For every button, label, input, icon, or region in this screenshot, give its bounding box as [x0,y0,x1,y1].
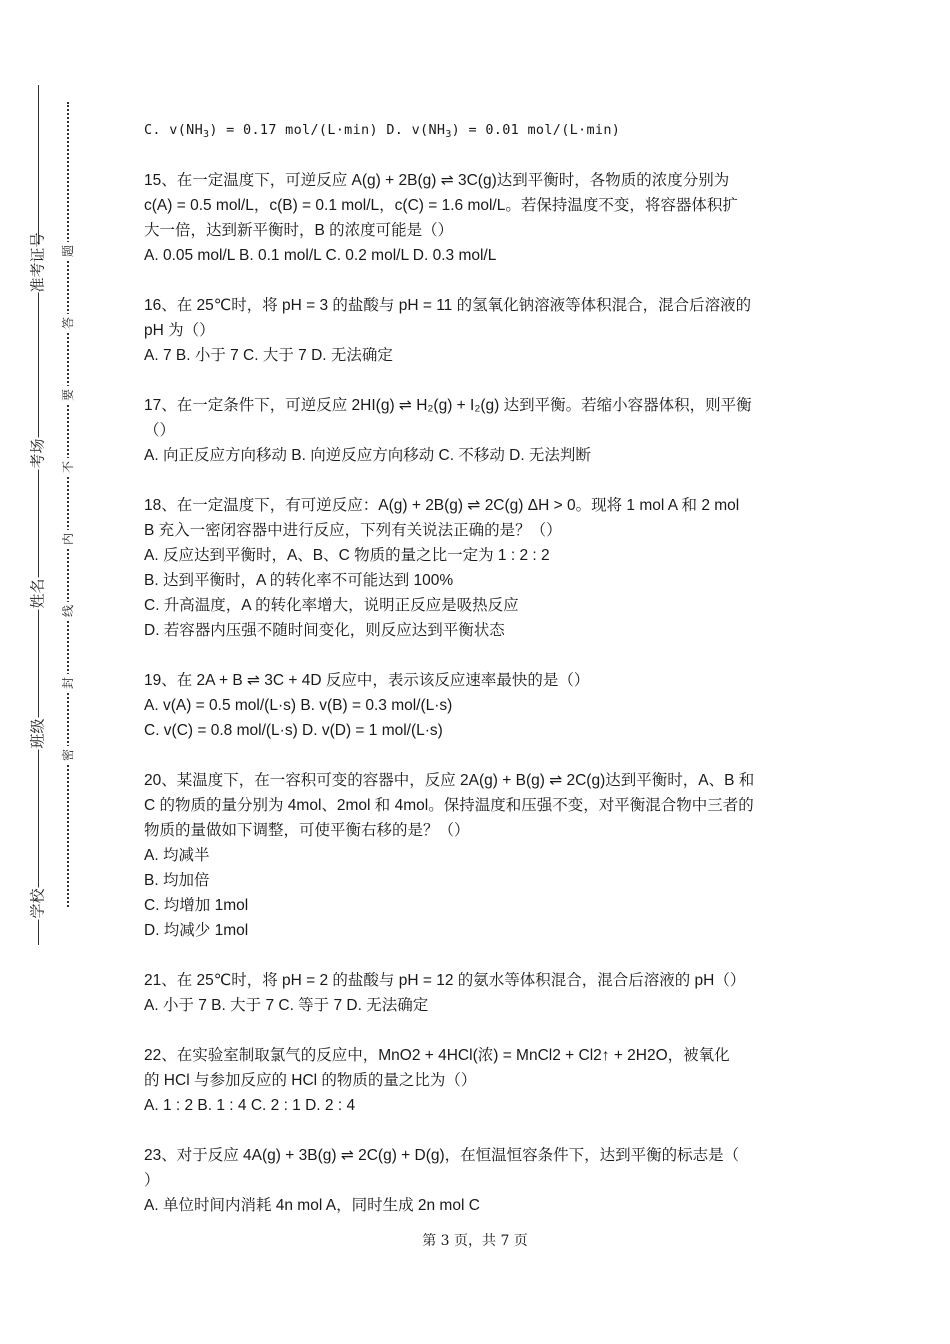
margin-label-school: 学校 [28,888,47,919]
question-line: 15、在一定温度下，可逆反应 A(g) + 2B(g) ⇌ 3C(g)达到平衡时，各物质的浓度分别为 [144,172,730,189]
question-option: D. 均减少 1mol [144,922,249,939]
question-23 [144,1143,814,1218]
margin-label-class: 班级 [28,718,47,749]
margin-label-exam-id: 准考证号 [28,232,47,293]
seal-char: 题 [61,242,75,260]
question-line: 18、在一定温度下，有可逆反应：A(g) + 2B(g) ⇌ 2C(g) ΔH > 0。现将 1 mol A 和 2 mol [144,497,740,514]
question-15 [144,168,814,268]
question-19 [144,668,814,743]
question-option: A. 均减半 [144,847,210,864]
question-option: B. 均加倍 [144,872,210,889]
question-options: A. 1 : 2 B. 1 : 4 C. 2 : 1 D. 2 : 4 [144,1097,356,1114]
question-line: 16、在 25℃时，将 pH = 3 的盐酸与 pH = 11 的氢氧化钠溶液等体积混合，混合后溶液的 [144,297,752,314]
question-line: c(A) = 0.5 mol/L，c(B) = 0.1 mol/L，c(C) = 1.6 mol/L。若保持温度不变，将容器体积扩 [144,197,738,214]
question-option: C. 升高温度，A 的转化率增大，说明正反应是吸热反应 [144,597,519,614]
question-18 [144,493,814,643]
option-c: C. $v(NH_3) = 0.17$ mol/(L·min) [144,122,378,140]
binding-line-solid [38,85,39,945]
question-option: A. 单位时间内消耗 4n mol A，同时生成 2n mol C [144,1197,480,1214]
seal-char: 密 [61,746,75,764]
question-option: C. 均增加 1mol [144,897,249,914]
question-content [144,118,814,1243]
question-options: A. 7 B. 小于 7 C. 大于 7 D. 无法确定 [144,347,393,364]
question-option: B. 达到平衡时，A 的转化率不可能达到 100% [144,572,454,589]
question-line: B 充入一密闭容器中进行反应，下列有关说法正确的是？（） [144,522,562,539]
question-line: 20、某温度下，在一容积可变的容器中，反应 2A(g) + B(g) ⇌ 2C(g)达到平衡时，A、B 和 [144,772,755,789]
question-options: C. v(C) = 0.8 mol/(L·s) D. v(D) = 1 mol/(L·s) [144,722,443,739]
question-line: 大一倍，达到新平衡时，B 的浓度可能是（） [144,222,454,239]
question-line: pH 为（） [144,322,215,339]
question-20 [144,768,814,943]
question-options: A. 0.05 mol/L B. 0.1 mol/L C. 0.2 mol/L D. 0.3 mol/L [144,247,497,264]
question-options: A. 向正反应方向移动 B. 向逆反应方向移动 C. 不移动 D. 无法判断 [144,447,591,464]
seal-char: 要 [61,386,75,404]
question-22 [144,1043,814,1118]
binding-line-dotted [67,102,69,907]
question-options: A. 小于 7 B. 大于 7 C. 等于 7 D. 无法确定 [144,997,429,1014]
question-option: D. 若容器内压强不随时间变化，则反应达到平衡状态 [144,622,505,639]
question-line: 21、在 25℃时，将 pH = 2 的盐酸与 pH = 12 的氨水等体积混合，混合后溶液的 pH（） [144,972,746,989]
question-line: 物质的量做如下调整，可使平衡右移的是？（） [144,822,470,839]
question-line: （） [144,422,176,439]
question-17 [144,393,814,468]
seal-char: 封 [61,674,75,692]
seal-char: 内 [61,530,75,548]
question-16 [144,293,814,368]
option-d: D. $v(NH_3) = 0.01$ mol/(L·min) [377,122,621,140]
question-line: C 的物质的量分别为 4mol、2mol 和 4mol。保持温度和压强不变，对平衡混合物中三者的 [144,797,754,814]
question-options: A. v(A) = 0.5 mol/(L·s) B. v(B) = 0.3 mol/(L·s) [144,697,453,714]
seal-char: 不 [61,458,75,476]
question-line: 17、在一定条件下，可逆反应 2HI(g) ⇌ H₂(g) + I₂(g) 达到平衡。若缩小容器体积，则平衡 [144,397,752,414]
margin-label-name: 姓名 [28,578,47,609]
seal-char: 答 [61,314,75,332]
question-option: A. 反应达到平衡时，A、B、C 物质的量之比一定为 1 : 2 : 2 [144,547,550,564]
margin-label-exam-room: 考场 [28,438,47,469]
question-21 [144,968,814,1018]
page-footer: 第 3 页，共 7 页 [422,1233,528,1249]
question-line: 19、在 2A + B ⇌ 3C + 4D 反应中，表示该反应速率最快的是（） [144,672,590,689]
question-line: 23、对于反应 4A(g) + 3B(g) ⇌ 2C(g) + D(g)，在恒温恒容条件下，达到平衡的标志是（ [144,1147,740,1164]
question-line: ） [144,1172,160,1189]
seal-char: 线 [61,602,75,620]
question-line: 的 HCl 与参加反应的 HCl 的物质的量之比为（） [144,1072,477,1089]
question-14-options-tail [144,118,814,143]
question-line: 22、在实验室制取氯气的反应中，MnO2 + 4HCl(浓) = MnCl2 + Cl2↑ + 2H2O，被氧化 [144,1047,730,1064]
